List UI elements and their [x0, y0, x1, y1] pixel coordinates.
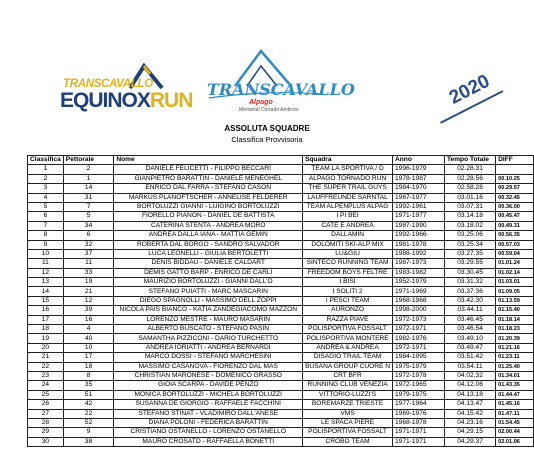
table-cell: 40: [63, 334, 114, 343]
table-cell: 01.54.45: [496, 418, 534, 427]
table-cell: 10: [63, 343, 114, 352]
table-cell: 1984-1995: [393, 353, 445, 362]
page-title: ASSOLUTA SQUADRE: [224, 124, 310, 133]
table-cell: CATERINA STENTA - ANDREA MORO: [114, 221, 303, 230]
table-cell: FREEDOM BOYS FELTRE: [303, 268, 393, 277]
table-cell: 17: [63, 353, 114, 362]
page-header: [0, 0, 534, 150]
table-cell: ANDREA & ANDREA: [303, 343, 393, 352]
table-cell: 03.31.32: [444, 278, 495, 287]
column-header: Pettorale: [63, 156, 114, 165]
table-cell: 03.01.16: [444, 193, 495, 202]
table-cell: 1992-1966: [393, 231, 445, 240]
table-cell: 11: [28, 259, 64, 268]
table-cell: 8: [28, 231, 64, 240]
table-cell: 04.13.18: [444, 390, 495, 399]
table-cell: 6: [63, 231, 114, 240]
table-cell: 01.23.11: [496, 353, 534, 362]
table-cell: 00.10.25: [496, 174, 534, 183]
table-cell: ROBERTA DAL BORGO - SANDRO SALVADOR: [114, 240, 303, 249]
table-cell: 02.28.31: [444, 165, 495, 174]
table-row: [28, 296, 534, 305]
table-cell: 21: [28, 353, 64, 362]
table-cell: 04.02.32: [444, 371, 495, 380]
table-cell: 03.14.18: [444, 212, 495, 221]
table-cell: 21: [63, 287, 114, 296]
table-cell: 01.45.16: [496, 400, 534, 409]
table-row: [28, 353, 534, 362]
table-cell: 31: [63, 193, 114, 202]
table-cell: LUCA LEONELLI - GIULIA BERTOLETTI: [114, 249, 303, 258]
table-cell: RAZZA PIAVE: [303, 315, 393, 324]
table-cell: 17: [28, 315, 64, 324]
table-row: [28, 212, 534, 221]
table-cell: 01.13.59: [496, 296, 534, 305]
table-cell: 03.51.42: [444, 353, 495, 362]
table-cell: POLISPORTIVA FOSSALT: [303, 325, 393, 334]
table-cell: 4: [63, 325, 114, 334]
table-cell: 01.09.05: [496, 287, 534, 296]
table-cell: 00.29.57: [496, 184, 534, 193]
table-cell: GIANPIETRO BARATTIN - DANIELE MENEGHEL: [114, 174, 303, 183]
table-cell: MAURIZIO BORTOLUZZI - GIANNI DALL'O: [114, 278, 303, 287]
table-cell: BOREMARZE TRIESTE: [303, 400, 393, 409]
table-cell: 04.29.37: [444, 437, 495, 446]
table-cell: 20: [28, 343, 64, 352]
table-row: [28, 202, 534, 211]
table-cell: LE SPACA PIERE: [303, 418, 393, 427]
table-cell: 1952-1979: [393, 278, 445, 287]
table-cell: 01.44.47: [496, 390, 534, 399]
table-cell: DALLAMIN: [303, 231, 393, 240]
table-cell: 32: [63, 240, 114, 249]
table-row: [28, 221, 534, 230]
table-cell: 1967-1977: [393, 193, 445, 202]
table-cell: MARKUS PLANOFTSCHER - ANNELISE FELDERER: [114, 193, 303, 202]
table-cell: 00.45.47: [496, 212, 534, 221]
table-cell: 9: [63, 428, 114, 437]
column-header: Classifica: [28, 156, 64, 165]
table-cell: 1979-1975: [393, 390, 445, 399]
table-cell: 22: [28, 362, 64, 371]
table-cell: 03.42.30: [444, 296, 495, 305]
table-cell: 03.54.11: [444, 362, 495, 371]
table-cell: 1972-1965: [393, 381, 445, 390]
table-cell: 11: [63, 259, 114, 268]
table-cell: 01.34.01: [496, 371, 534, 380]
table-cell: 1984-1970: [393, 184, 445, 193]
table-cell: 25: [28, 390, 64, 399]
table-cell: 01.18.14: [496, 315, 534, 324]
table-cell: 01.18.23: [496, 325, 534, 334]
table-row: [28, 371, 534, 380]
table-cell: 00.56.35: [496, 231, 534, 240]
table-cell: ENRICO DAL FARRA - STEFANO CASON: [114, 184, 303, 193]
table-cell: 03.30.45: [444, 268, 495, 277]
table-header-row: [28, 156, 534, 165]
table-header: [28, 156, 534, 165]
table-cell: 03.46.45: [444, 315, 495, 324]
table-row: [28, 418, 534, 427]
table-cell: TEAM LA SPORTIVA / D: [303, 165, 393, 174]
table-cell: 5: [63, 212, 114, 221]
table-cell: 00.32.45: [496, 193, 534, 202]
table-cell: 03.25.34: [444, 240, 495, 249]
table-cell: 01.21.16: [496, 343, 534, 352]
table-row: [28, 268, 534, 277]
table-cell: LAUFFREUNDE SARNTAL: [303, 193, 393, 202]
column-header: Nome: [114, 156, 303, 165]
table-cell: 7: [28, 221, 64, 230]
table-cell: 03.46.54: [444, 325, 495, 334]
table-cell: 28: [28, 418, 64, 427]
table-cell: DENIS BIDDAU - DANIELE CALDART: [114, 259, 303, 268]
table-cell: 02.58.28: [444, 184, 495, 193]
table-cell: 02.28.56: [444, 174, 495, 183]
table-cell: 1968-1978: [393, 418, 445, 427]
table-cell: 1987-1973: [393, 259, 445, 268]
table-cell: GIOIA SCARPA - DAVIDE PENZO: [114, 381, 303, 390]
table-cell: 1968-1968: [393, 296, 445, 305]
table-cell: 1971-1971: [393, 437, 445, 446]
table-cell: ALBERTO BUSCATO - STEFANO PASIN: [114, 325, 303, 334]
table-row: [28, 306, 534, 315]
table-cell: 16: [63, 315, 114, 324]
table-row: [28, 334, 534, 343]
table-cell: CRISTIANO OSTANELLO - LORENZO OSTANELLO: [114, 428, 303, 437]
equinox-run-logo: [60, 62, 193, 122]
logo-word: TRANSCAVALLO: [207, 80, 355, 99]
table-cell: 14: [28, 287, 64, 296]
table-cell: NICOLA PAIS BIANCO - KATIA ZANDEGIACOMO MAZZON: [114, 306, 303, 315]
table-cell: 27: [28, 409, 64, 418]
table-cell: I BISI: [303, 278, 393, 287]
table-row: [28, 193, 534, 202]
table-cell: 30: [28, 437, 64, 446]
table-cell: 03.29.55: [444, 259, 495, 268]
page-subtitle: Classifica Provvisoria: [231, 135, 303, 144]
table-cell: 1988-1992: [393, 249, 445, 258]
table-cell: 1975-1979: [393, 362, 445, 371]
table-cell: 03.07.31: [444, 202, 495, 211]
table-cell: 6: [28, 212, 64, 221]
transcavallo-logo: [195, 48, 355, 128]
table-cell: 18: [63, 362, 114, 371]
table-cell: 03.25.06: [444, 231, 495, 240]
table-cell: 1982-1976: [393, 334, 445, 343]
column-header: DIFF: [496, 156, 534, 165]
table-cell: 12: [28, 268, 64, 277]
column-header: Tempo Totale: [444, 156, 495, 165]
table-row: [28, 165, 534, 174]
table-cell: 9: [28, 240, 64, 249]
table-cell: [496, 165, 534, 174]
table-row: [28, 409, 534, 418]
table-cell: 15: [28, 296, 64, 305]
logo-equinox: EQUINOX: [60, 89, 150, 112]
table-cell: 51: [63, 390, 114, 399]
table-row: [28, 259, 534, 268]
logo-line-1: TRANSCAVALLO: [63, 78, 153, 90]
table-cell: FIORELLO PIANON - DANIEL DE BATTISTA: [114, 212, 303, 221]
table-row: [28, 249, 534, 258]
table-body: [28, 165, 534, 447]
table-cell: I PI BEI: [303, 212, 393, 221]
table-cell: 04.12.06: [444, 381, 495, 390]
table-cell: TEAM ALPENPLUS ALPAG: [303, 202, 393, 211]
table-cell: 1972-1978: [393, 371, 445, 380]
table-cell: 12: [63, 296, 114, 305]
table-row: [28, 287, 534, 296]
table-row: [28, 428, 534, 437]
table-cell: 1971-1969: [393, 287, 445, 296]
table-cell: 16: [28, 306, 64, 315]
table-cell: CHRISTIAN MARONESE - DOMENICO GRASSO: [114, 371, 303, 380]
table-row: [28, 231, 534, 240]
table-cell: 1998-2000: [393, 306, 445, 315]
table-cell: 01.02.14: [496, 268, 534, 277]
table-row: [28, 362, 534, 371]
table-cell: 02.01.06: [496, 437, 534, 446]
table-cell: 26: [28, 400, 64, 409]
table-row: [28, 381, 534, 390]
table-cell: 00.59.04: [496, 249, 534, 258]
table-cell: 22: [63, 409, 114, 418]
table-cell: 1981-1978: [393, 240, 445, 249]
table-cell: 01.47.11: [496, 409, 534, 418]
logo-sub-2: Memorial Corrado Ambrosi: [239, 107, 299, 113]
table-cell: 00.36.00: [496, 202, 534, 211]
table-cell: 1977-1964: [393, 400, 445, 409]
table-cell: VMS: [303, 409, 393, 418]
table-cell: CRT BFR: [303, 371, 393, 380]
table-row: [28, 400, 534, 409]
table-cell: 1972-1973: [393, 315, 445, 324]
table-cell: 03.37.36: [444, 287, 495, 296]
table-cell: 1971-1977: [393, 212, 445, 221]
table-cell: 3: [28, 184, 64, 193]
table-cell: 03.44.11: [444, 306, 495, 315]
table-cell: 1971-1971: [393, 428, 445, 437]
table-cell: MASSIMO CASANOVA - FIORENZO DAL MAS: [114, 362, 303, 371]
table-cell: 1983-1982: [393, 268, 445, 277]
table-cell: 03.49.47: [444, 343, 495, 352]
table-cell: 29: [28, 428, 64, 437]
table-cell: POLISPORTIVA MONTERE: [303, 334, 393, 343]
table-cell: 1996-1979: [393, 165, 445, 174]
table-cell: RUNNING CLUB VENEZIA: [303, 381, 393, 390]
table-cell: SAMANTHA PIZZICONI - DARIO TURCHETTO: [114, 334, 303, 343]
table-cell: 13: [28, 278, 64, 287]
table-cell: VITTORIO-LUZZI'S: [303, 390, 393, 399]
table-cell: 02.00.44: [496, 428, 534, 437]
table-cell: DIEGO SPAGNOLLI - MASSIMO DELL ZOPPI: [114, 296, 303, 305]
table-cell: 4: [28, 193, 64, 202]
column-header: Anno: [393, 156, 445, 165]
table-cell: MONICA BORTOLUZZI - MICHELA BORTOLUZZI: [114, 390, 303, 399]
table-cell: 8: [63, 371, 114, 380]
table-cell: DISAGIO TRAIL TEAM: [303, 353, 393, 362]
table-cell: 5: [28, 202, 64, 211]
table-cell: SUSANNA DE GIORGIO - RAFFAELE FACCHINI: [114, 400, 303, 409]
table-cell: MAURO CROSATO - RAFFAELLA BONETTI: [114, 437, 303, 446]
table-cell: 7: [63, 202, 114, 211]
table-row: [28, 315, 534, 324]
table-cell: 01.01.24: [496, 259, 534, 268]
table-cell: AURONZO: [303, 306, 393, 315]
table-cell: ANDREA IORIATTI - ANDREA BERNARDI: [114, 343, 303, 352]
logo-sub-1: Alpago: [249, 99, 273, 106]
table-cell: BORTOLUZZI GIANNI - LUIGINO BORTOLUZZI: [114, 202, 303, 211]
table-cell: 18: [28, 325, 64, 334]
table-cell: MARCO DOSSI - STEFANO MARCHESINI: [114, 353, 303, 362]
table-cell: 14: [63, 184, 114, 193]
table-row: [28, 278, 534, 287]
table-cell: 52: [63, 418, 114, 427]
table-row: [28, 184, 534, 193]
year-label: 2020: [446, 70, 494, 109]
table-cell: 1992-1961: [393, 202, 445, 211]
table-cell: ANDREA DALLA IANA - MATTIA GEMIN: [114, 231, 303, 240]
table-cell: 37: [63, 249, 114, 258]
table-cell: 1972-1971: [393, 325, 445, 334]
table-cell: 33: [63, 268, 114, 277]
table-cell: 38: [63, 437, 114, 446]
table-cell: STEFANO PUIATTI - MARC MASCARIN: [114, 287, 303, 296]
table-cell: 04.29.15: [444, 428, 495, 437]
table-row: [28, 343, 534, 352]
table-cell: 1987-1990: [393, 221, 445, 230]
table-cell: 10: [28, 249, 64, 258]
table-cell: 01.25.40: [496, 362, 534, 371]
table-cell: LU&GIU: [303, 249, 393, 258]
table-cell: 2: [63, 165, 114, 174]
table-cell: DANIELE FELICETTI - FILIPPO BECCARI: [114, 165, 303, 174]
table-cell: 00.57.03: [496, 240, 534, 249]
column-header: Squadra: [303, 156, 393, 165]
table-cell: 01.03.01: [496, 278, 534, 287]
table-cell: I PESCI TEAM: [303, 296, 393, 305]
logo-run: RUN: [149, 89, 193, 112]
table-cell: 1969-1976: [393, 409, 445, 418]
table-cell: 1972-1971: [393, 343, 445, 352]
table-row: [28, 174, 534, 183]
table-cell: 2: [28, 174, 64, 183]
table-cell: 04.23.16: [444, 418, 495, 427]
table-cell: 24: [28, 381, 64, 390]
table-cell: 01.20.39: [496, 334, 534, 343]
logo-line-2: [60, 89, 192, 113]
table-cell: 1: [28, 165, 64, 174]
table-cell: ALPAGO TORNADO RUN: [303, 174, 393, 183]
table-cell: 01.43.35: [496, 381, 534, 390]
results-table: [27, 155, 534, 447]
table-cell: 04.13.47: [444, 400, 495, 409]
table-cell: 34: [63, 221, 114, 230]
table-cell: 35: [63, 381, 114, 390]
table-cell: 00.49.31: [496, 221, 534, 230]
table-row: [28, 240, 534, 249]
table-cell: 19: [28, 334, 64, 343]
table-cell: THE SUPER TRAIL GUYS: [303, 184, 393, 193]
table-cell: 03.18.02: [444, 221, 495, 230]
table-cell: 03.49.10: [444, 334, 495, 343]
table-cell: 01.15.40: [496, 306, 534, 315]
table-cell: POLISPORTIVA FOSSALT: [303, 428, 393, 437]
table-row: [28, 325, 534, 334]
table-cell: CROBO TEAM: [303, 437, 393, 446]
table-cell: I SOLITI 2: [303, 287, 393, 296]
table-cell: SINTECO RUNNING TEAM: [303, 259, 393, 268]
table-cell: DEMIS GATTO BARP - ENRICO DE CARLI: [114, 268, 303, 277]
table-cell: 1978-1987: [393, 174, 445, 183]
table-cell: 03.27.35: [444, 249, 495, 258]
table-cell: 1: [63, 174, 114, 183]
table-cell: 23: [28, 371, 64, 380]
table-cell: DIANA POLONI - FEDERICA BARATTIN: [114, 418, 303, 427]
table-row: [28, 390, 534, 399]
table-cell: CATE E ANDREA: [303, 221, 393, 230]
table-cell: BUSANA GROUP CUORE N: [303, 362, 393, 371]
table-cell: DOLOMITI SKI-ALP MIX: [303, 240, 393, 249]
table-cell: 39: [63, 306, 114, 315]
table-row: [28, 437, 534, 446]
table-cell: 04.15.42: [444, 409, 495, 418]
table-cell: 19: [63, 278, 114, 287]
table-cell: 42: [63, 400, 114, 409]
table-cell: STEFANO STINAT - VLADIMIRO DALL'ANESE: [114, 409, 303, 418]
table-cell: LORENZO MESTRE - MAURO MASARIN: [114, 315, 303, 324]
